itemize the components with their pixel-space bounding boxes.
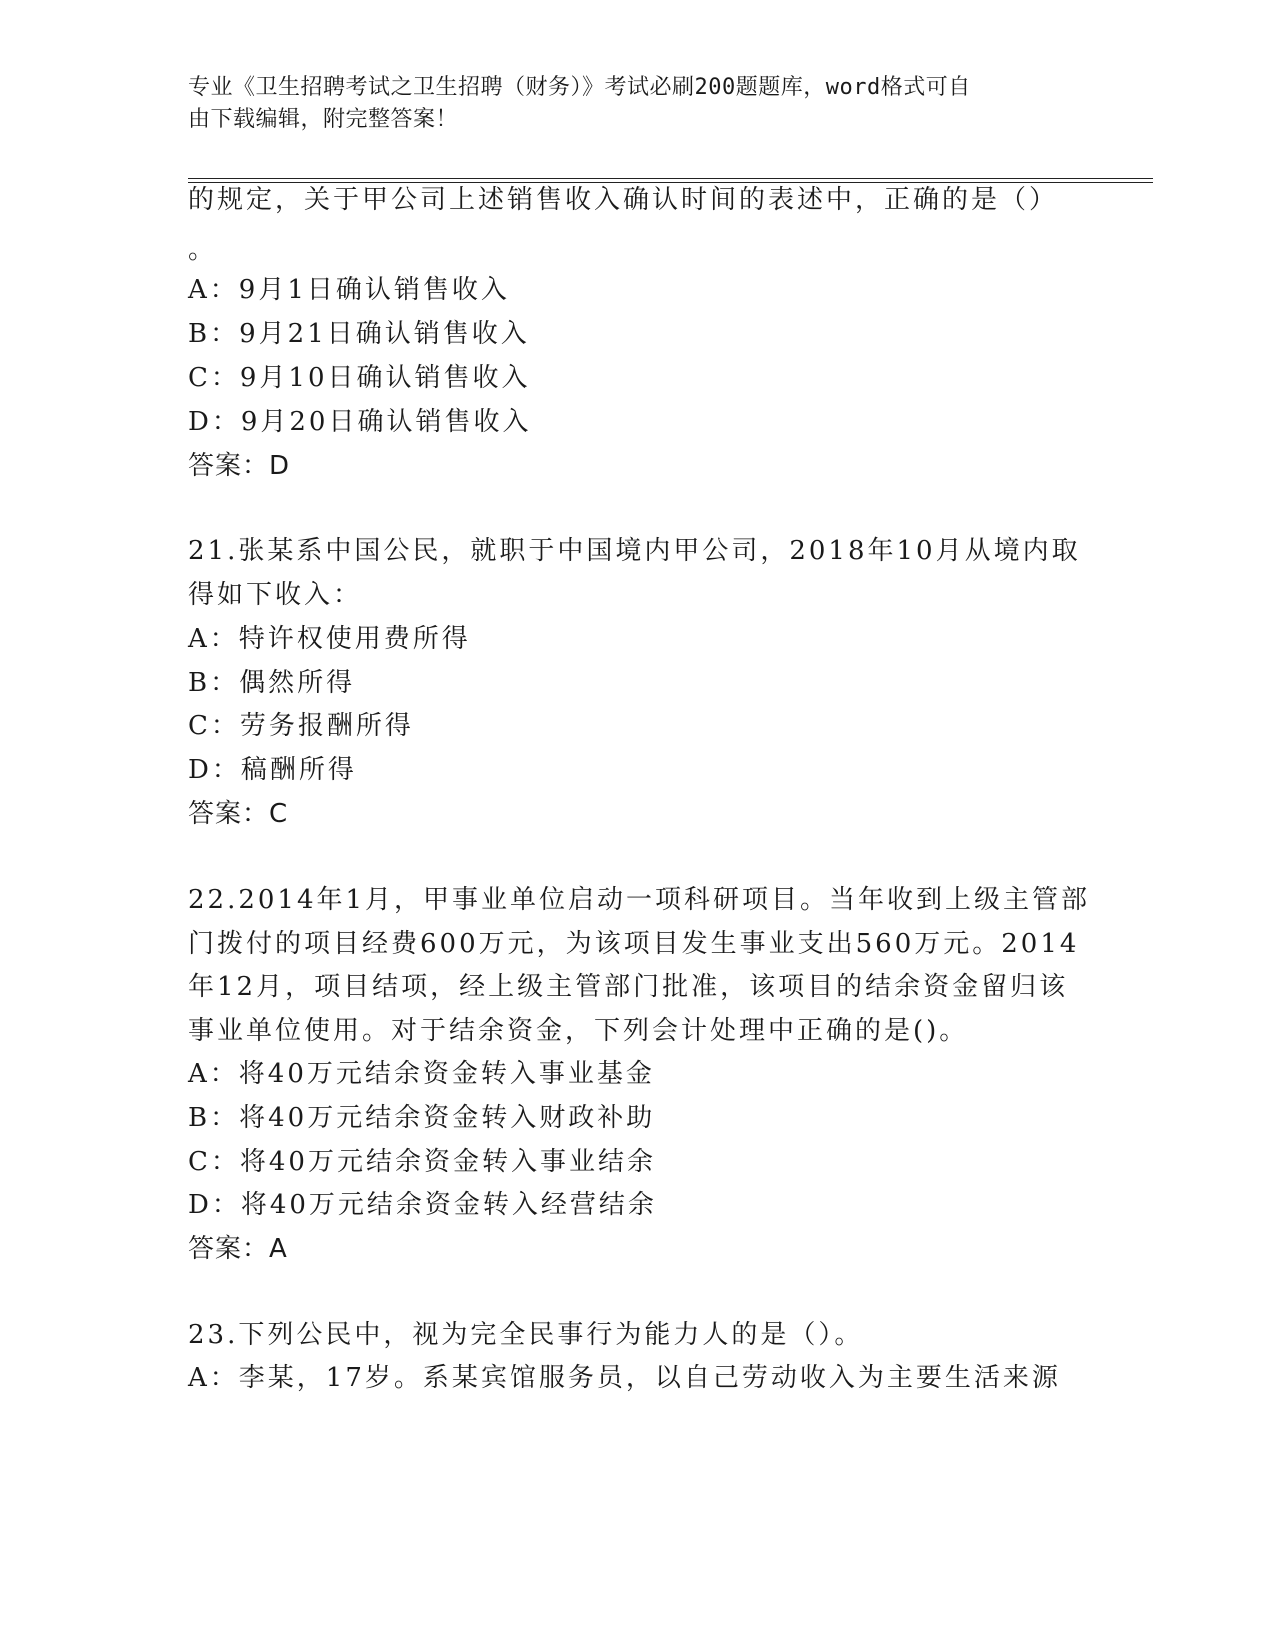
q21-stem-line-1: 21.张某系中国公民，就职于中国境内甲公司，2018年10月从境内取 — [188, 536, 1081, 566]
q23-option-a: A：李某，17岁。系某宾馆服务员，以自己劳动收入为主要生活来源 — [188, 1363, 1061, 1393]
q21-option-b: B：偶然所得 — [188, 668, 356, 698]
q21-option-a: A：特许权使用费所得 — [188, 624, 471, 654]
q22-stem-line-1: 22.2014年1月，甲事业单位启动一项科研项目。当年收到上级主管部 — [188, 885, 1091, 915]
q21-answer: 答案：C — [188, 799, 289, 829]
q22-stem-line-2: 门拨付的项目经费600万元，为该项目发生事业支出560万元。2014 — [188, 929, 1080, 959]
q22-answer: 答案：A — [188, 1234, 288, 1264]
q23-stem-line-1: 23.下列公民中，视为完全民事行为能力人的是（）。 — [188, 1320, 864, 1350]
q20-stem-line-1: 的规定，关于甲公司上述销售收入确认时间的表述中，正确的是（） — [188, 185, 1059, 215]
q20-option-b: B：9月21日确认销售收入 — [188, 319, 530, 349]
q22-option-c: C：将40万元结余资金转入事业结余 — [188, 1147, 656, 1177]
q21-option-c: C：劳务报酬所得 — [188, 711, 414, 741]
header-divider-bottom — [188, 182, 1153, 183]
q20-option-a: A：9月1日确认销售收入 — [188, 275, 510, 305]
document-header — [188, 72, 1068, 136]
header-line-1: 专业《卫生招聘考试之卫生招聘（财务）》考试必刷200题题库，word格式可自 — [188, 75, 971, 100]
q22-option-b: B：将40万元结余资金转入财政补助 — [188, 1103, 656, 1133]
q20-answer: 答案：D — [188, 451, 291, 481]
q20-stem-line-2: 。 — [188, 235, 218, 265]
q21-option-d: D：稿酬所得 — [188, 755, 357, 785]
header-line-2: 由下载编辑，附完整答案！ — [188, 107, 459, 132]
q22-option-a: A：将40万元结余资金转入事业基金 — [188, 1059, 655, 1089]
q20-option-c: C：9月10日确认销售收入 — [188, 363, 531, 393]
q21-stem-line-2: 得如下收入： — [188, 580, 363, 610]
q22-stem-line-3: 年12月，项目结项，经上级主管部门批准，该项目的结余资金留归该 — [188, 972, 1069, 1002]
q20-option-d: D：9月20日确认销售收入 — [188, 407, 532, 437]
q22-stem-line-4: 事业单位使用。对于结余资金，下列会计处理中正确的是()。 — [188, 1016, 969, 1046]
q22-option-d: D：将40万元结余资金转入经营结余 — [188, 1190, 657, 1220]
header-divider-top — [188, 178, 1153, 179]
